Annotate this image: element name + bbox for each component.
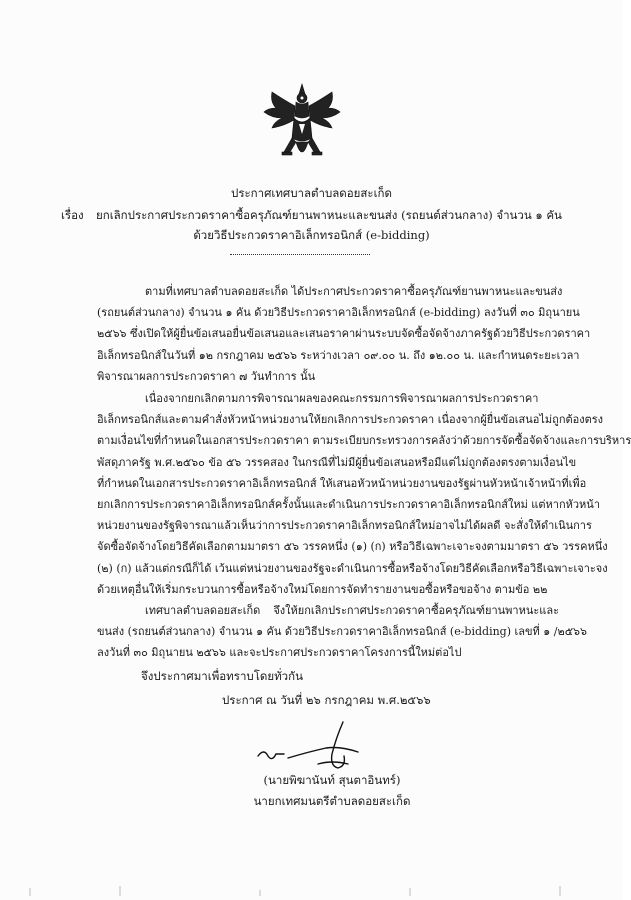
signer-name: (นายพิฆานันท์ สุนตาอินทร์) <box>263 773 401 787</box>
paragraph-line: ที่กำหนดในเอกสารประกวดราคาอิเล็กทรอนิกส์ ให้เสนอหัวหน้าหน่วยงานของรัฐผ่านหัวหน้าเจ้าหน้าที่เพื่อ <box>97 476 587 490</box>
paragraph-line: ด้วยเหตุอื่นให้เริ่มกระบวนการซื้อหรือจ้างใหม่โดยการจัดทำรายงานขอซื้อหรือขอจ้าง ตามข้อ ๒๒ <box>97 582 548 596</box>
header-divider <box>230 254 370 255</box>
paragraph-line: ตามที่เทศบาลตำบลดอยสะเก็ด ได้ประกาศประกวดราคาซื้อครุภัณฑ์ยานพาหนะและขนส่ง <box>145 285 563 298</box>
paragraph-decision <box>97 600 587 664</box>
announcement-date: ประกาศ ณ วันที่ ๒๖ กรกฎาคม พ.ศ.๒๕๖๖ <box>222 693 431 707</box>
paragraph-line: ลงวันที่ ๓๐ มิถุนายน ๒๕๖๖ และจะประกาศประกวดราคาโครงการนี้ใหม่ต่อไป <box>97 646 462 660</box>
issuer-title: ประกาศเทศบาลตำบลดอยสะเก็ด <box>231 186 392 200</box>
paragraph-line: จัดซื้อจัดจ้างโดยวิธีคัดเลือกตามมาตรา ๕๖ วรรคหนึ่ง (๑) (ก) หรือวิธีเฉพาะเจาะจงตามมาตรา ๕๖ วรรคหนึ่ง <box>97 540 608 554</box>
paragraph-line: อิเล็กทรอนิกส์และตามคำสั่งหัวหน้าหน่วยงานให้ยกเลิกการประกวดราคา เนื่องจากผู้ยื่นข้อเสนอไม่ถูกต้องตรง <box>97 413 604 427</box>
paragraph-line: พิจารณาผลการประกวดราคา ๗ วันทำการ นั้น <box>97 369 316 383</box>
paragraph-line: ตามเงื่อนไขที่กำหนดในเอกสารประกวดราคา ตามระเบียบกระทรวงการคลังว่าด้วยการจัดซื้อจัดจ้างและการบริหาร <box>97 434 631 448</box>
paragraph-line: (รถยนต์ส่วนกลาง) จำนวน ๑ คัน ด้วยวิธีประกวดราคาอิเล็กทรอนิกส์ (e-bidding) ลงวันที่ ๓๐ มิถุนายน <box>97 306 580 320</box>
garuda-emblem-icon <box>262 82 342 164</box>
closing-text: จึงประกาศมาเพื่อทราบโดยทั่วกัน <box>141 669 303 683</box>
paragraph-line: พัสดุภาครัฐ พ.ศ.๒๕๖๐ ข้อ ๕๖ วรรคสอง ในกรณีที่ไม่มีผู้ยื่นข้อเสนอหรือมีแต่ไม่ถูกต้องตรงตามเงื่อนไข <box>97 455 577 469</box>
paragraph-line: เนื่องจากยกเลิกตามการพิจารณาผลของคณะกรรมการพิจารณาผลการประกวดราคา <box>145 392 539 405</box>
signature-icon <box>248 718 378 778</box>
subject-line-2: ด้วยวิธีประกวดราคาอิเล็กทรอนิกส์ (e-bidding) <box>193 228 430 242</box>
paragraph-reason <box>97 388 631 600</box>
paragraph-line: เทศบาลตำบลดอยสะเก็ด จึงให้ยกเลิกประกาศประกวดราคาซื้อครุภัณฑ์ยานพาหนะและ <box>145 604 559 617</box>
paragraph-intro <box>97 281 591 387</box>
paragraph-line: อิเล็กทรอนิกส์ในวันที่ ๑๒ กรกฎาคม ๒๕๖๖ ระหว่างเวลา ๐๙.๐๐ น. ถึง ๑๒.๐๐ น. และกำหนดระยะเวลา <box>97 348 580 362</box>
subject-line-1: ยกเลิกประกาศประกวดราคาซื้อครุภัณฑ์ยานพาหนะและขนส่ง (รถยนต์ส่วนกลาง) จำนวน ๑ คัน <box>96 208 562 222</box>
paragraph-line: (๒) (ก) แล้วแต่กรณีก็ได้ เว้นแต่หน่วยงานของรัฐจะดำเนินการซื้อหรือจ้างโดยวิธีคัดเลือกหรือวิธีเฉพาะเจาะจง <box>97 561 608 575</box>
signer-position: นายกเทศมนตรีตำบลดอยสะเก็ด <box>253 794 411 808</box>
paragraph-line: หน่วยงานของรัฐพิจารณาแล้วเห็นว่าการประกวดราคาอิเล็กทรอนิกส์ใหม่อาจไม่ได้ผลดี จะสั่งให้ดำเนินการ <box>97 519 592 533</box>
paragraph-line: ขนส่ง (รถยนต์ส่วนกลาง) จำนวน ๑ คัน ด้วยวิธีประกวดราคาอิเล็กทรอนิกส์ (e-bidding) เลขที่ ๑ /๒๕๖๖ <box>97 625 587 639</box>
subject-label: เรื่อง <box>61 208 84 222</box>
scan-edge-marks <box>0 880 623 900</box>
paragraph-line: ๒๕๖๖ ซึ่งเปิดให้ผู้ยื่นข้อเสนอยื่นข้อเสนอและเสนอราคาผ่านระบบจัดซื้อจัดจ้างภาครัฐด้วยวิธีประกวดราคา <box>97 327 591 341</box>
paragraph-line: ยกเลิกการประกวดราคาอิเล็กทรอนิกส์ครั้งนั้นและดำเนินการประกวดราคาอิเล็กทรอนิกส์ใหม่ แต่หากหัวหน้า <box>97 498 601 512</box>
